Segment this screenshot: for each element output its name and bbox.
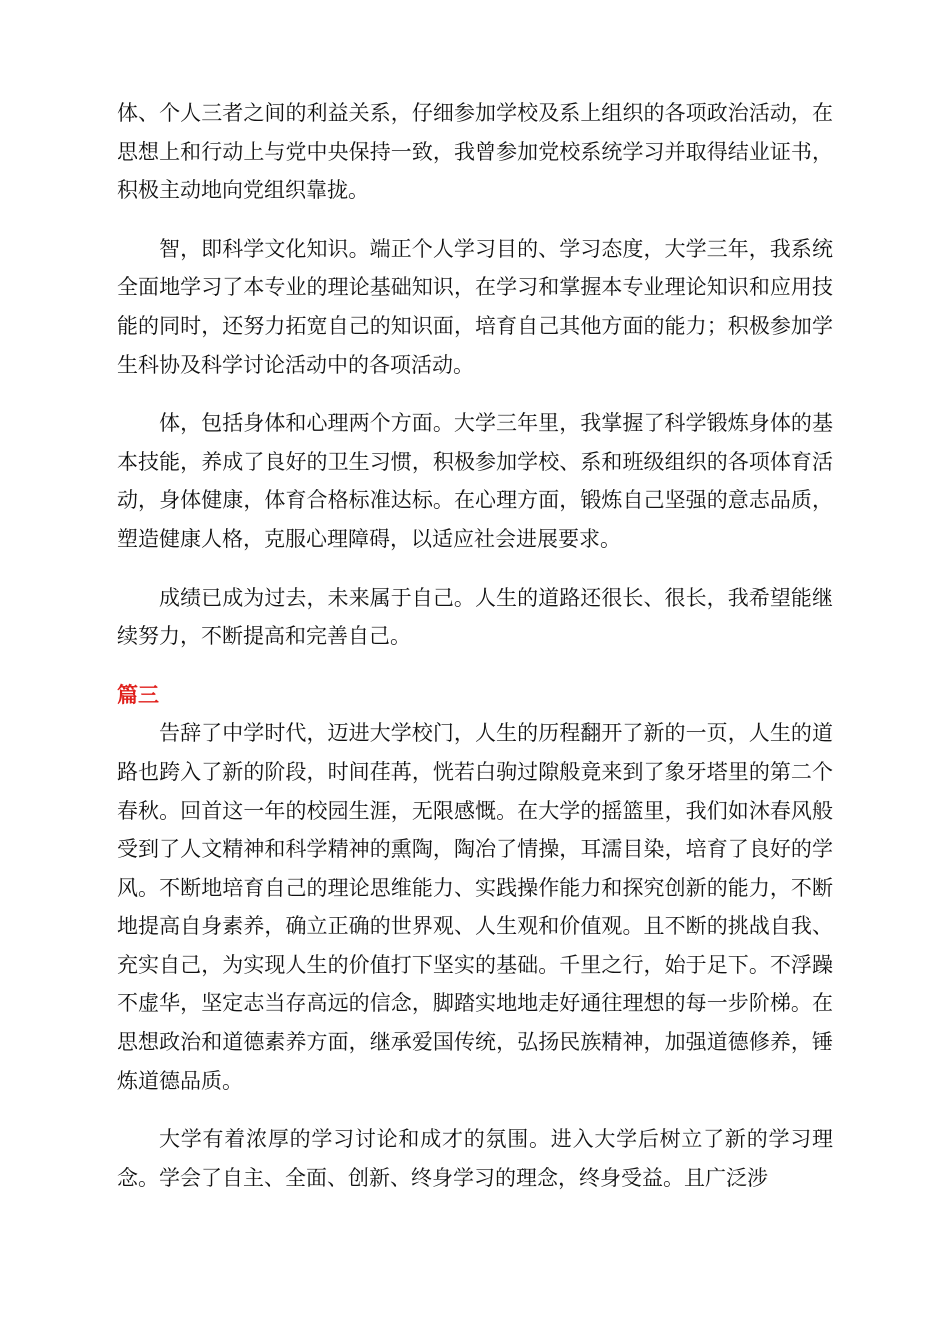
paragraph-intellect: 智，即科学文化知识。端正个人学习目的、学习态度，大学三年，我系统全面地学习了本专业的理论基础知识，在学习和掌握本专业理论知识和应用技能的同时，还努力拓宽自己的知识面，培育自己其他方面的能力；积极参加学生科协及科学讨论活动中的各项活动。 <box>117 236 833 377</box>
paragraph-university-intro: 告辞了中学时代，迈进大学校门，人生的历程翻开了新的一页，人生的道路也跨入了新的阶段，时间荏苒，恍若白驹过隙般竟来到了象牙塔里的第二个春秋。回首这一年的校园生涯，无限感慨。在大学的摇篮里，我们如沐春风般受到了人文精神和科学精神的熏陶，陶冶了情操，耳濡目染，培育了良好的学风。不断地培育自己的理论思维能力、实践操作能力和探究创新的能力，不断地提高自身素养，确立正确的世界观、人生观和价值观。且不断的挑战自我、充实自己，为实现人生的价值打下坚实的基础。千里之行，始于足下。不浮躁不虚华，坚定志当存高远的信念，脚踏实地地走好通往理想的每一步阶梯。在思想政治和道德素养方面，继承爱国传统，弘扬民族精神，加强道德修养，锤炼道德品质。 <box>117 721 833 1093</box>
section-heading: 篇三 <box>117 682 159 707</box>
document-body <box>117 94 833 1217</box>
paragraph-study-atmosphere: 大学有着浓厚的学习讨论和成才的氛围。进入大学后树立了新的学习理念。学会了自主、全面、创新、终身学习的理念，终身受益。且广泛涉 <box>117 1127 833 1190</box>
paragraph-conclusion: 成绩已成为过去，未来属于自己。人生的道路还很长、很长，我希望能继续努力，不断提高和完善自己。 <box>117 585 833 649</box>
paragraph-politics-continued: 体、个人三者之间的利益关系，仔细参加学校及系上组织的各项政治活动，在思想上和行动上与党中央保持一致，我曾参加党校系统学习并取得结业证书，积极主动地向党组织靠拢。 <box>117 101 833 203</box>
paragraph-physical: 体，包括身体和心理两个方面。大学三年里，我掌握了科学锻炼身体的基本技能，养成了良好的卫生习惯，积极参加学校、系和班级组织的各项体育活动，身体健康，体育合格标准达标。在心理方面，锻炼自己坚强的意志品质，塑造健康人格，克服心理障碍，以适应社会进展要求。 <box>117 411 833 551</box>
